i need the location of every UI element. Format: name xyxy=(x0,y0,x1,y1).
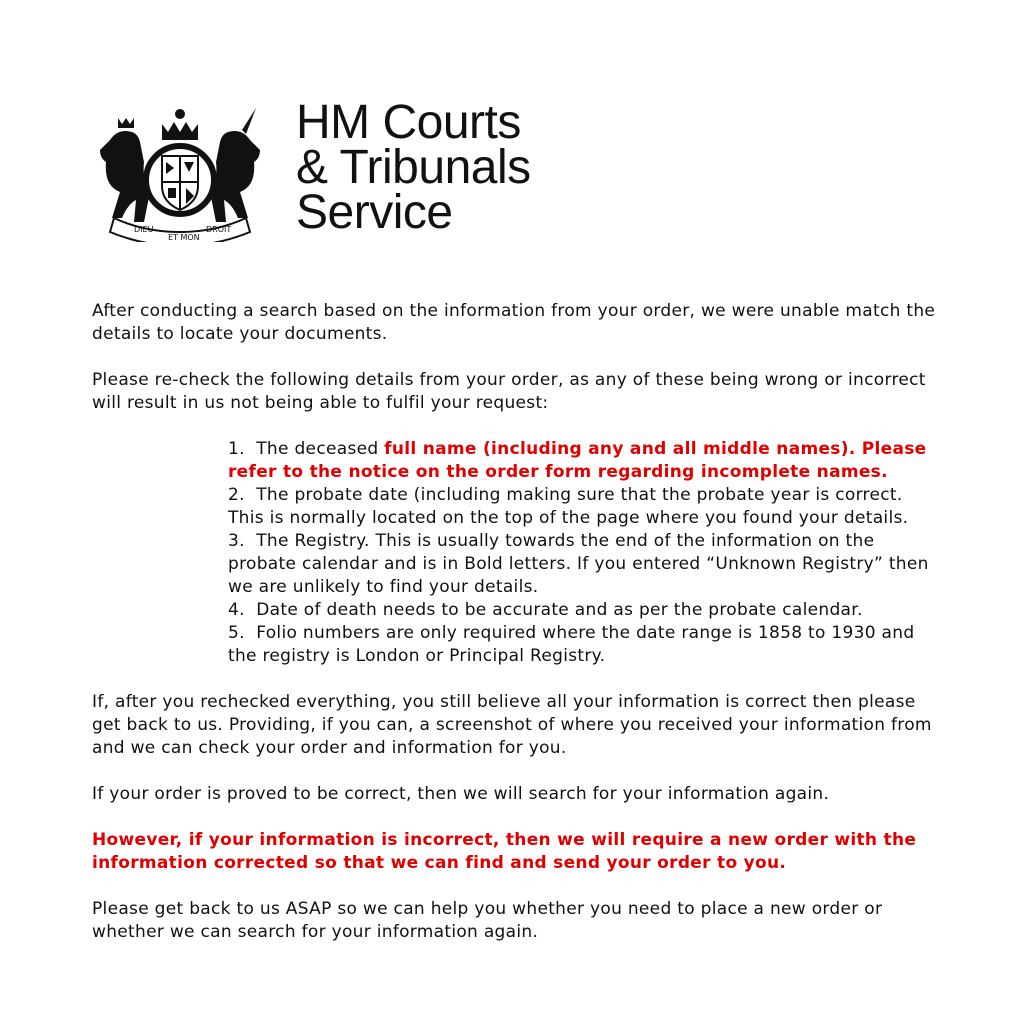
rechecked-paragraph: If, after you rechecked everything, you still believe all your information is correct then please get back to us. Providing, if you can, a screenshot of where you received your information from and we can check your order and information for you. xyxy=(92,692,932,758)
full-name-highlight: full name (including any and all middle names). Please refer to the notice on the order form regarding incomplete names. xyxy=(228,439,927,482)
org-name-line-1: HM Courts xyxy=(296,96,521,149)
motto-left: DIEU xyxy=(134,225,154,234)
hmcts-header xyxy=(92,96,572,242)
intro-paragraph: After conducting a search based on the information from your order, we were unable match the details to locate your documents. xyxy=(92,301,936,344)
org-name-line-3: Service xyxy=(296,186,453,239)
list-item: 1. The deceased full name (including any and all middle names). Please refer to the notice on the order form regarding incomplete names. xyxy=(228,439,927,482)
org-name-line-2: & Tribunals xyxy=(296,141,531,194)
motto-right: DROIT xyxy=(206,225,232,234)
details-list xyxy=(228,438,940,668)
list-item: 4. Date of death needs to be accurate and as per the probate calendar. xyxy=(228,600,863,620)
list-item: 5. Folio numbers are only required where the date range is 1858 to 1930 and the registry is London or Principal Registry. xyxy=(228,623,915,666)
list-item: 3. The Registry. This is usually towards the end of the information on the probate calendar and is in Bold letters. If you entered “Unknown Registry” then we are unlikely to find your details. xyxy=(228,531,929,597)
proved-paragraph: If your order is proved to be correct, then we will search for your information again. xyxy=(92,784,830,804)
organisation-name xyxy=(296,96,531,239)
royal-coat-of-arms-logo xyxy=(92,100,268,242)
motto-center: ET MON xyxy=(168,233,200,242)
closing-paragraph: Please get back to us ASAP so we can help you whether you need to place a new order or whether we can search for your information again. xyxy=(92,899,883,942)
warning-paragraph: However, if your information is incorrect, then we will require a new order with the information corrected so that we can find and send your order to you. xyxy=(92,830,917,873)
recheck-paragraph: Please re-check the following details from your order, as any of these being wrong or incorrect will result in us not being able to fulfil your request: xyxy=(92,370,926,413)
list-item: 2. The probate date (including making sure that the probate year is correct. This is normally located on the top of the page where you found your details. xyxy=(228,485,909,528)
letter-body xyxy=(92,300,942,944)
